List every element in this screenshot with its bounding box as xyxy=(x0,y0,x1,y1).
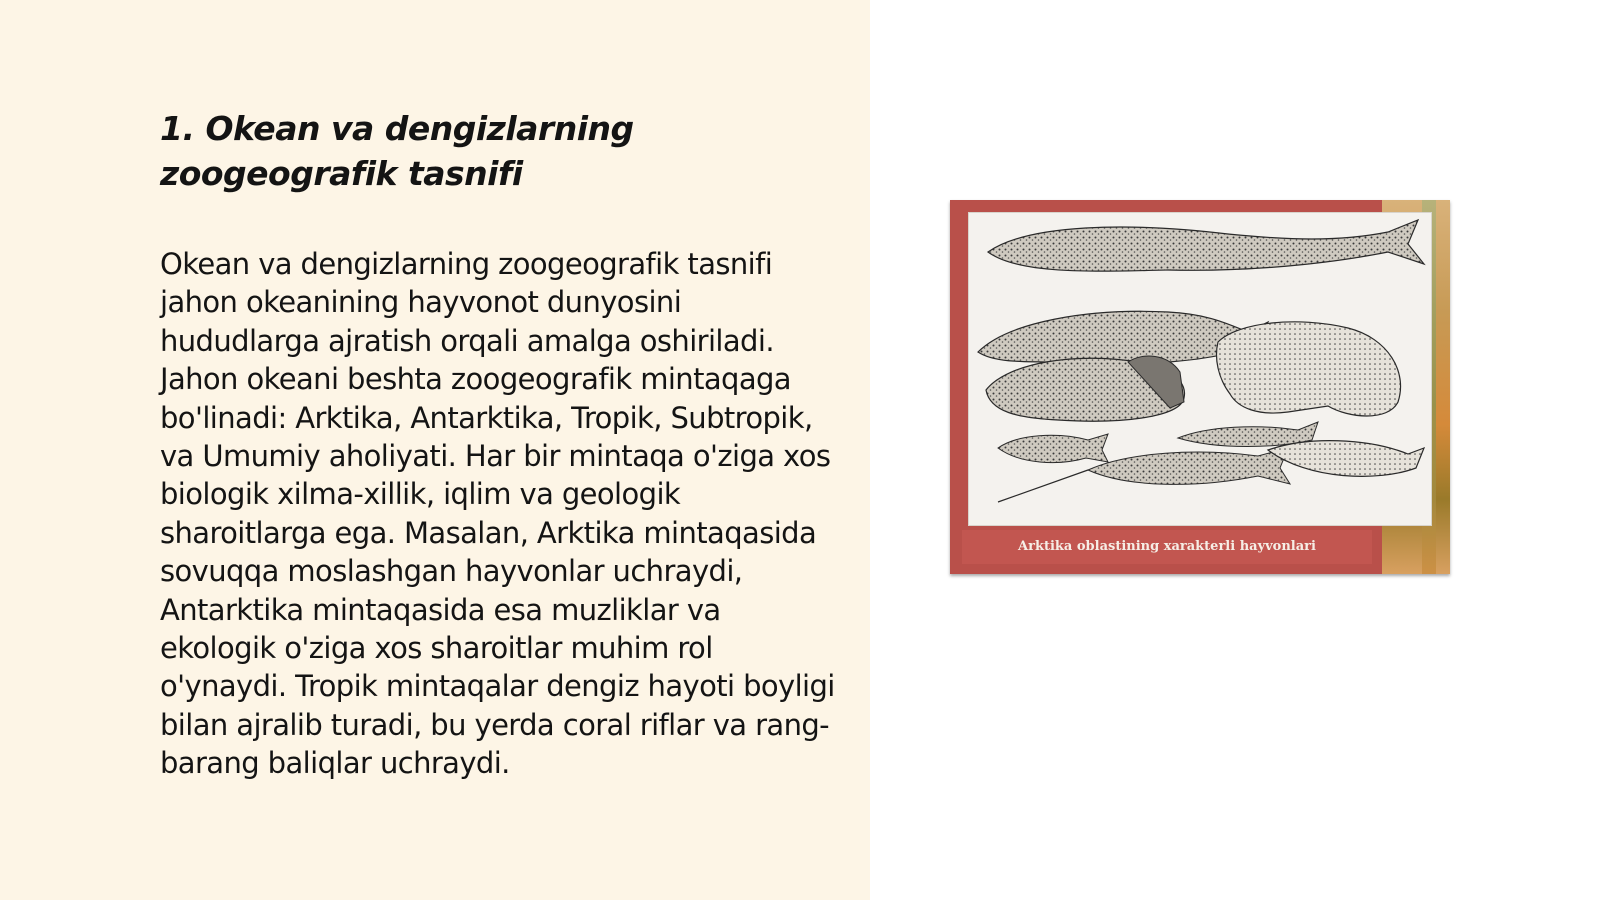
marine-animals-sketch xyxy=(968,212,1432,526)
arctic-animals-figure xyxy=(950,200,1450,574)
beluga-shape xyxy=(1268,441,1424,477)
figure-caption: Arktika oblastining xarakterli hayvonlari xyxy=(1018,539,1316,554)
figure-caption-bar xyxy=(962,530,1372,564)
slide-title: 1. Okean va dengizlarning zoogeografik tasnifi xyxy=(160,109,634,193)
polar-bear-shape xyxy=(1217,322,1401,416)
narwhal-tusk xyxy=(998,470,1088,502)
whale-shape xyxy=(988,220,1424,271)
slide-body-text: Okean va dengizlarning zoogeografik tasnifi jahon okeanining hayvonot dunyosini hududlarga ajratish orqali amalga oshiriladi. Jahon okeani beshta zoogeografik mintaqaga bo'linadi: Arktika, Antarktika, Tropik, Subtropik, va Umumiy aholiyati. Har bir mintaqa o'ziga xos biologik xilma-xillik, iqlim va geologik sharoitlarga ega. Masalan, Arktika mintaqasida sovuqqa moslashgan hayvonlar uchraydi, Antarktika mintaqasida esa muzliklar va ekologik o'ziga xos sharoitlar muhim rol o'ynaydi. Tropik mintaqalar dengiz hayoti boyligi bilan ajralib turadi, bu yerda coral riflar va rang-barang baliqlar uchraydi. xyxy=(160,247,835,781)
arctic-animals-illustration xyxy=(968,212,1432,526)
fish-shape-1 xyxy=(998,434,1108,463)
fish-shape-2 xyxy=(1088,448,1290,484)
